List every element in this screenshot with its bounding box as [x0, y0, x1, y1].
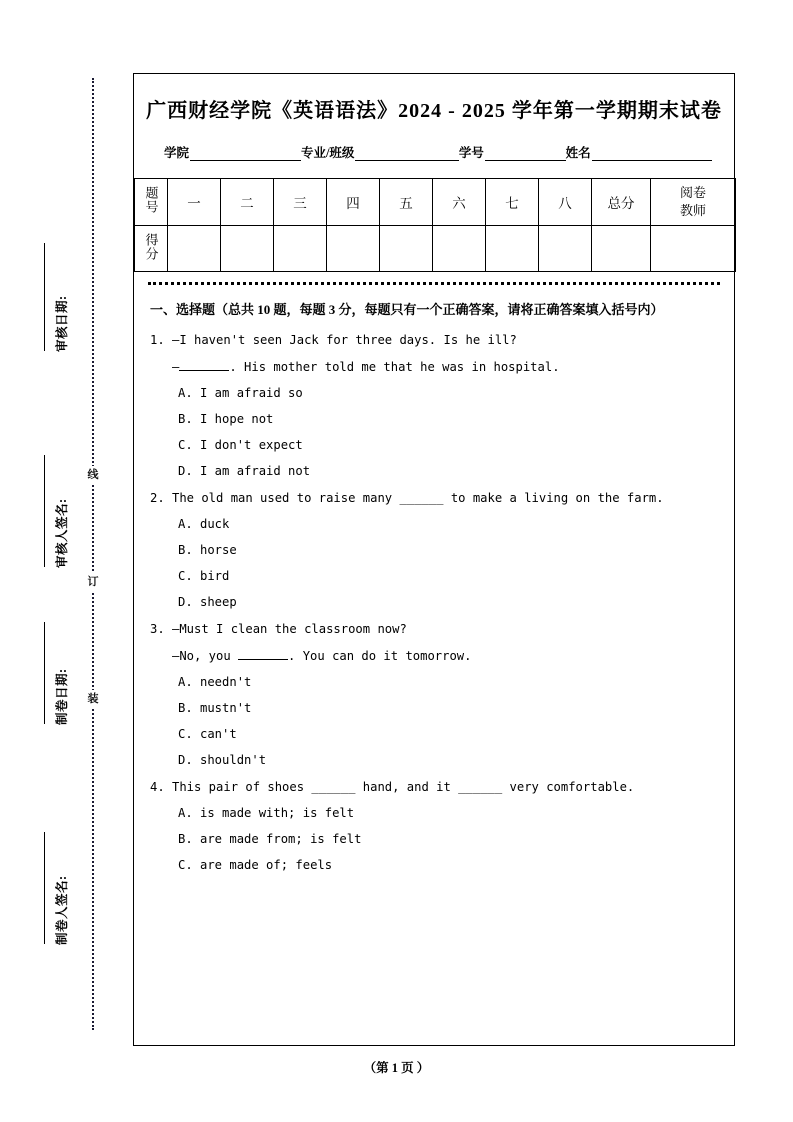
question-2-option-b[interactable]: B. horse — [178, 543, 237, 558]
cell-q4: 四 — [327, 179, 380, 226]
reviewer-signature-label: 审核人签名: — [55, 498, 69, 568]
question-3-line2-prefix: —No, you — [172, 649, 239, 664]
question-3-option-c[interactable]: C. can't — [178, 727, 237, 742]
cell-score-1[interactable] — [168, 226, 221, 272]
score-table — [134, 178, 736, 272]
cell-score-3[interactable] — [274, 226, 327, 272]
page-title: 广西财经学院《英语语法》2024 - 2025 学年第一学期期末试卷 — [146, 100, 722, 122]
cell-q7: 七 — [486, 179, 539, 226]
cell-score-8[interactable] — [539, 226, 592, 272]
question-1-option-d[interactable]: D. I am afraid not — [178, 464, 311, 479]
question-2-number: 2. — [150, 491, 165, 506]
question-3-line2-suffix: . You can do it tomorrow. — [288, 649, 472, 664]
cell-q6: 六 — [433, 179, 486, 226]
question-1-line2-suffix: . His mother told me that he was in hospital. — [229, 360, 560, 375]
question-1-option-a[interactable]: A. I am afraid so — [178, 386, 303, 401]
question-3-number: 3. — [150, 622, 165, 637]
field-label-name: 姓名 — [565, 146, 591, 160]
cell-q3: 三 — [274, 179, 327, 226]
cell-q5: 五 — [380, 179, 433, 226]
table-row-scores — [135, 226, 736, 272]
paper-maker-signature-blank-line — [44, 832, 45, 944]
cell-q8: 八 — [539, 179, 592, 226]
cell-q2: 二 — [221, 179, 274, 226]
field-label-student-id: 学号 — [458, 146, 484, 160]
field-label-major-class: 专业/班级 — [300, 146, 355, 160]
cell-q1: 一 — [168, 179, 221, 226]
question-1-line2 — [172, 359, 716, 374]
question-4-option-b[interactable]: B. are made from; is felt — [178, 832, 362, 847]
paper-maker-signature-label: 制卷人签名: — [55, 875, 69, 945]
cell-row-label-question-no: 题号 — [135, 179, 168, 226]
exam-content — [150, 299, 716, 872]
question-1-option-b[interactable]: B. I hope not — [178, 412, 274, 427]
cell-score-5[interactable] — [380, 226, 433, 272]
review-date-blank-line — [44, 243, 45, 351]
field-input-major-class[interactable] — [355, 147, 458, 161]
cell-grader-label — [651, 179, 736, 226]
question-3-answer-blank[interactable] — [238, 648, 288, 660]
fold-mark-xian: 线 — [85, 466, 101, 484]
question-4-number: 4. — [150, 780, 165, 795]
question-2-option-c[interactable]: C. bird — [178, 569, 230, 584]
cell-score-grader[interactable] — [651, 226, 736, 272]
section-divider-dotted — [148, 282, 720, 285]
question-1 — [150, 333, 716, 478]
field-input-college[interactable] — [190, 147, 301, 161]
review-date-label: 审核日期: — [55, 295, 69, 352]
section-heading-1: 一、选择题（总共 10 题，每题 3 分，每题只有一个正确答案，请将正确答案填入括号内） — [150, 302, 664, 317]
cell-score-4[interactable] — [327, 226, 380, 272]
question-1-option-c[interactable]: C. I don't expect — [178, 438, 303, 453]
paper-date-blank-line — [44, 622, 45, 724]
question-2 — [150, 491, 716, 609]
cell-total-label: 总分 — [592, 179, 651, 226]
field-input-student-id[interactable] — [485, 147, 566, 161]
question-1-stem: —I haven't seen Jack for three days. Is he ill? — [172, 333, 517, 348]
cell-score-6[interactable] — [433, 226, 486, 272]
question-2-option-a[interactable]: A. duck — [178, 517, 230, 532]
question-1-answer-blank[interactable] — [179, 359, 229, 371]
table-row-headers — [135, 179, 736, 226]
exam-page-box — [133, 73, 735, 1046]
question-3-line2 — [172, 648, 716, 663]
binding-dotted-line — [92, 78, 94, 1030]
question-1-line2-prefix: — — [172, 360, 180, 375]
question-2-stem: The old man used to raise many ______ to make a living on the farm. — [172, 491, 664, 506]
question-3-option-b[interactable]: B. mustn't — [178, 701, 252, 716]
cell-score-7[interactable] — [486, 226, 539, 272]
question-3-option-a[interactable]: A. needn't — [178, 675, 252, 690]
reviewer-signature-blank-line — [44, 455, 45, 567]
question-3 — [150, 622, 716, 767]
question-4-option-a[interactable]: A. is made with; is felt — [178, 806, 355, 821]
question-4-option-c[interactable]: C. are made of; feels — [178, 858, 333, 873]
cell-row-label-score: 得分 — [135, 226, 168, 272]
grader-label-line1: 阅卷 — [679, 185, 706, 201]
question-3-option-d[interactable]: D. shouldn't — [178, 753, 267, 768]
cell-score-2[interactable] — [221, 226, 274, 272]
fold-mark-zhuang: 装 — [85, 690, 101, 708]
paper-date-label: 制卷日期: — [55, 668, 69, 725]
field-input-name[interactable] — [592, 147, 712, 161]
fold-mark-ding: 订 — [85, 573, 101, 591]
grader-label-line2: 教师 — [679, 203, 706, 218]
question-3-stem: —Must I clean the classroom now? — [172, 622, 407, 637]
question-2-option-d[interactable]: D. sheep — [178, 595, 237, 610]
cell-score-total[interactable] — [592, 226, 651, 272]
question-1-number: 1. — [150, 333, 165, 348]
question-4 — [150, 780, 716, 872]
field-label-college: 学院 — [164, 146, 190, 160]
student-info-line — [164, 143, 712, 161]
question-4-stem: This pair of shoes ______ hand, and it ______ very comfortable. — [172, 780, 635, 795]
page-footer: （第 1 页 ） — [363, 1061, 430, 1075]
